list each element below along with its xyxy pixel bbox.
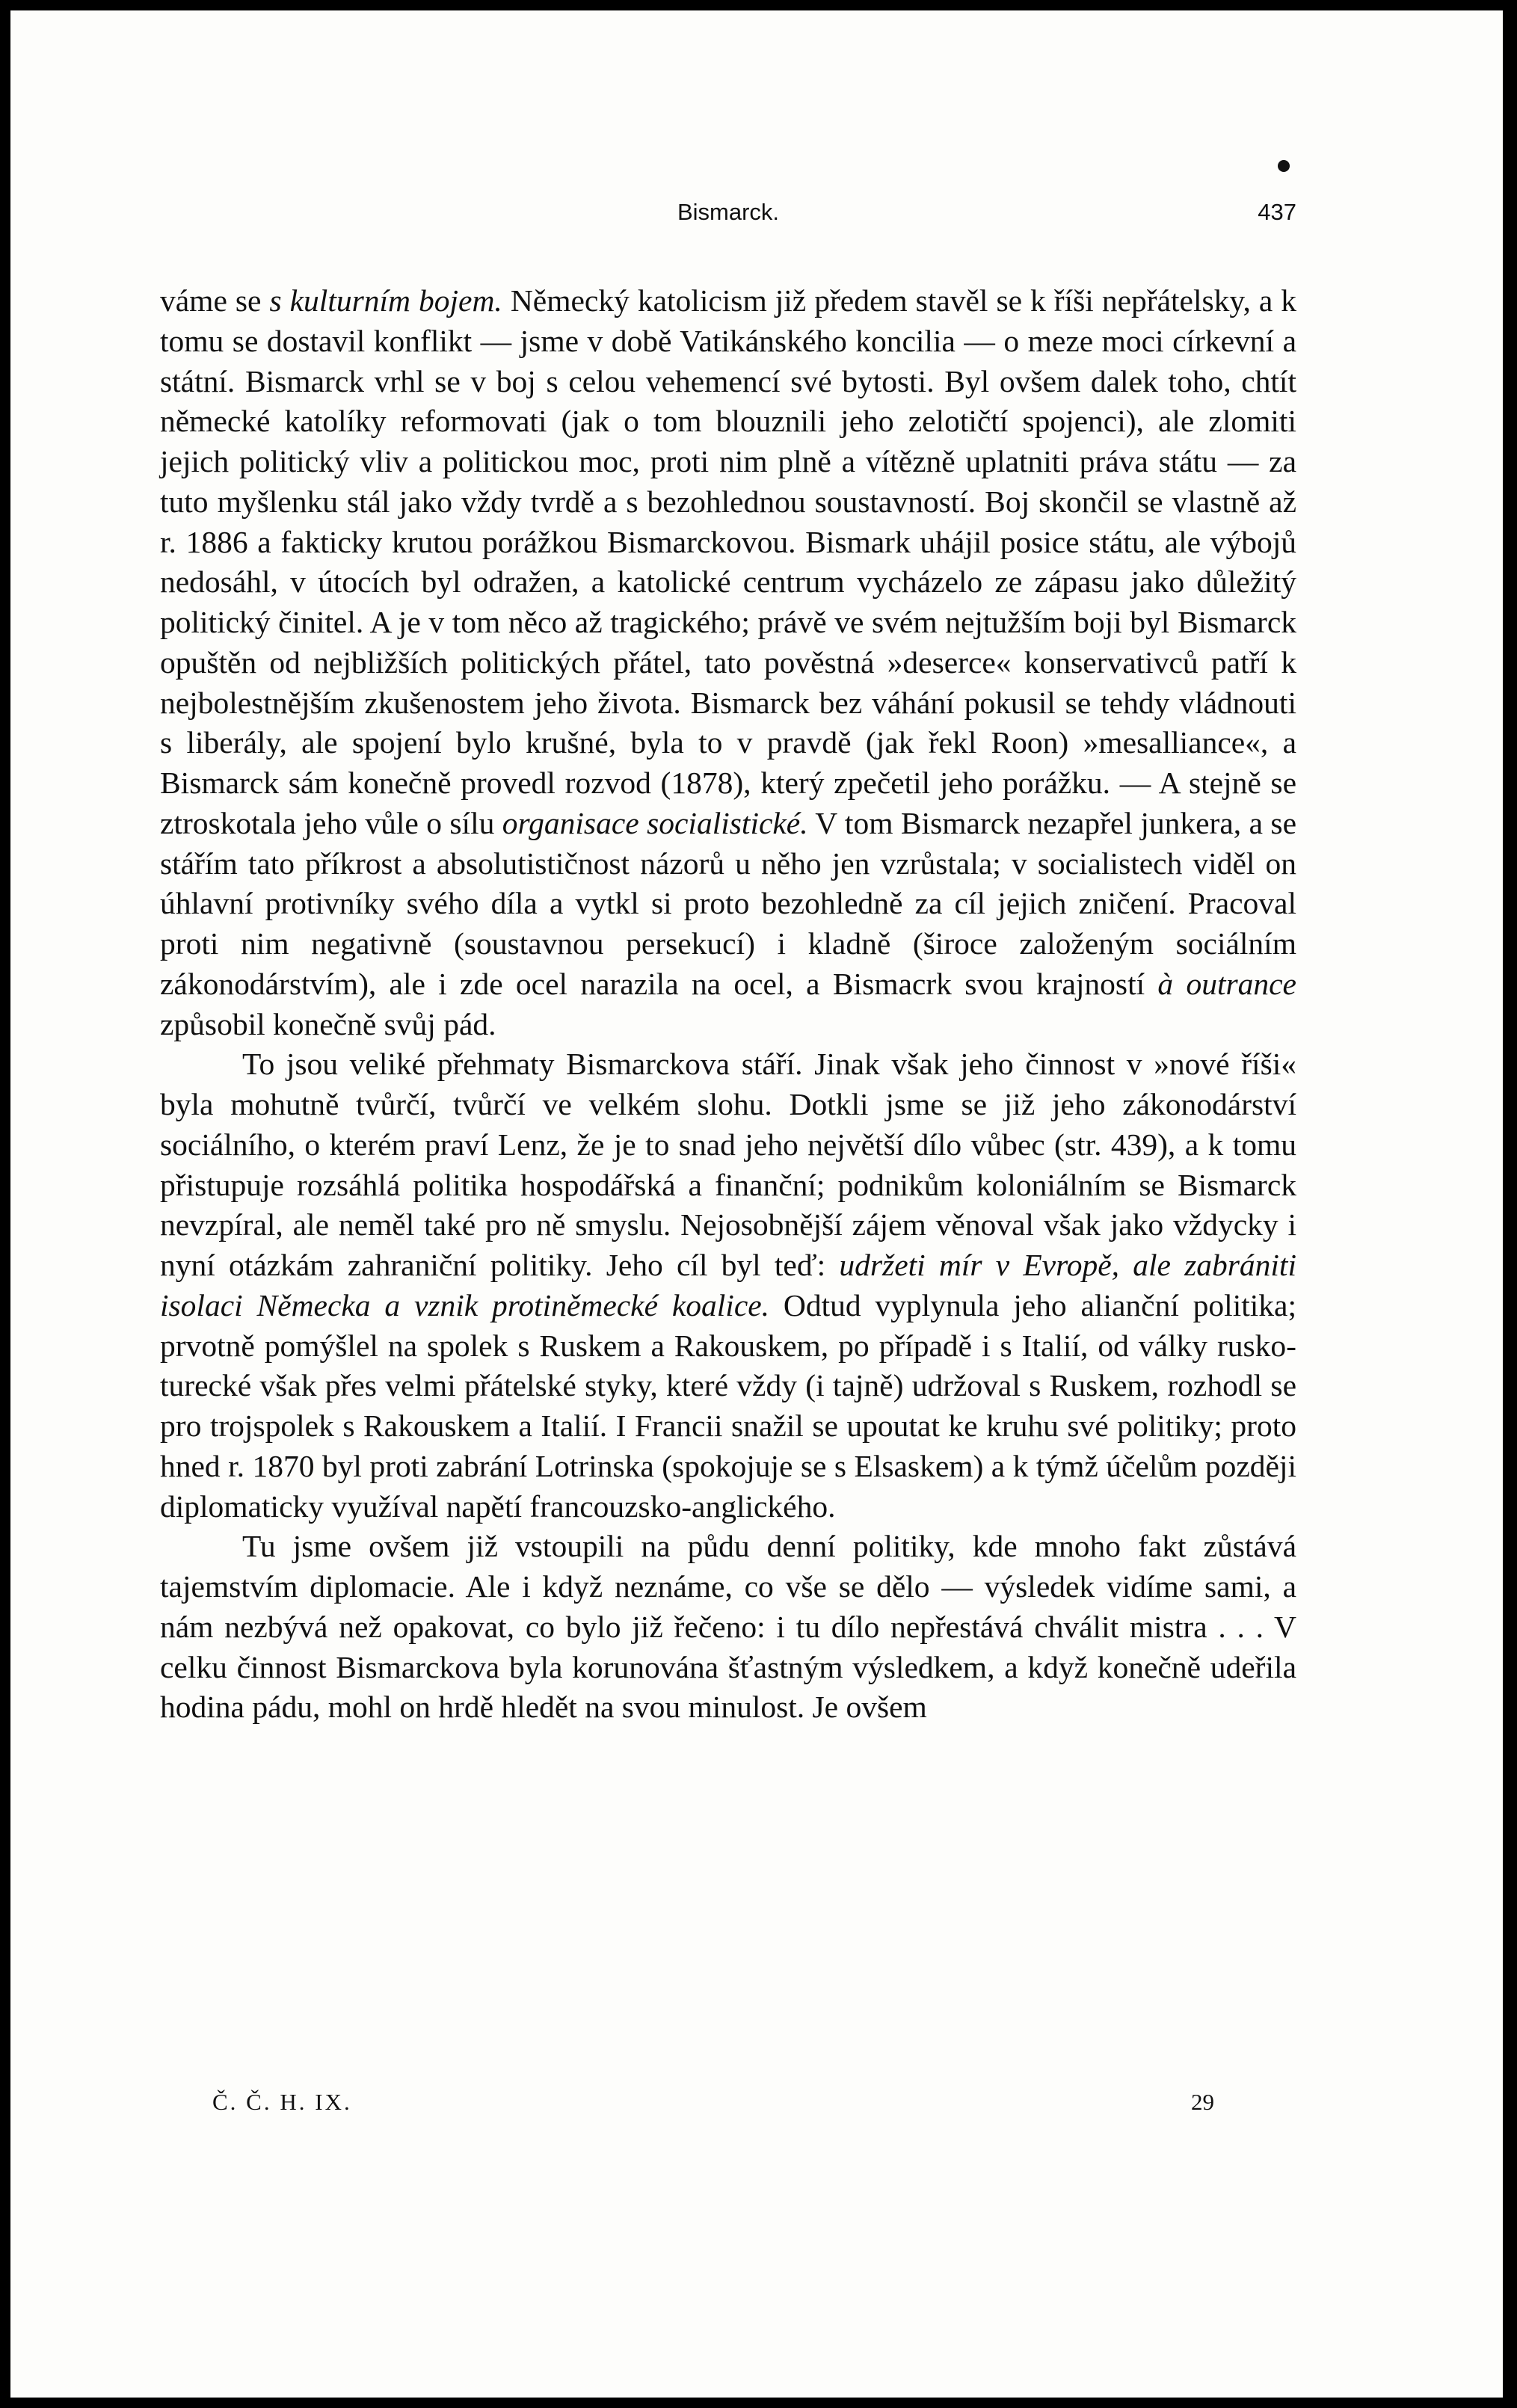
ink-dot xyxy=(1278,160,1290,172)
body-text xyxy=(160,281,1296,1728)
italic-run: s kulturním bojem. xyxy=(269,283,502,318)
text-run: způsobil konečně svůj pád. xyxy=(160,1006,496,1041)
printer-signature: Č. Č. H. IX. xyxy=(212,2089,352,2115)
italic-run: udržeti mír v Evropě, ale zabrániti isolaci Německa a vznik protiněmecké koalice. xyxy=(160,1248,1296,1322)
text-run: To jsou veliké přehmaty Bismarckova stáří. Jinak však jeho činnost v »nové říši« byla mohutně tvůrčí, tvůrčí ve velkém slohu. Dotkli jsme se již jeho zákonodárství sociálního, o kterém praví Lenz, že je to snad jeho největší dílo vůbec (str. 439), a k tomu přistupuje rozsáhlá politika hospodářská a finanční; podnikům koloniálním se Bismarck nevzpíral, ale neměl také pro ně smyslu. Nejosobnější zájem věnoval však jako vždycky i nyní otázkám zahraniční politiky. Jeho cíl byl teď: xyxy=(160,1047,1296,1282)
paragraph-3 xyxy=(160,1527,1296,1728)
page-footer xyxy=(212,2089,1214,2126)
italic-run: organisace socialistické. xyxy=(502,805,808,840)
header-title: Bismarck. xyxy=(677,199,780,225)
text-run: váme se xyxy=(160,283,270,318)
sheet-number: 29 xyxy=(1191,2089,1214,2115)
running-header xyxy=(160,199,1296,244)
paragraph-2 xyxy=(160,1044,1296,1527)
text-run: Německý katolicism již předem stavěl se k říši nepřátelsky, a k tomu se dostavil konflikt — jsme v době Vatikánského koncilia — o meze moci církevní a státní. Bismarck vrhl se v boj s celou vehemencí své bytosti. Byl ovšem dalek toho, chtít německé katolíky reformovati (jak o tom blouznili jeho zelotičtí spojenci), ale zlomiti jejich politický vliv a politickou moc, proti nim plně a vítězně uplatniti práva státu — za tuto myšlenku stál jako vždy tvrdě a s bezohlednou soustavností. Boj skončil se vlastně až r. 1886 a fakticky krutou porážkou Bismarckovou. Bismark uhájil posice státu, ale výbojů nedosáhl, v útocích byl odražen, a katolické centrum vycházelo ze zápasu jako důležitý politický činitel. A je v tom něco až tragického; právě ve svém nejtužším boji byl Bismarck opuštěn od nejbližších politických přátel, tato pověstná »deserce« konservativců patří k nejbolestnějším zkušenostem jeho života. Bismarck bez váhání pokusil se tehdy vládnouti s liberály, ale spojení bylo krušné, byla to v pravdě (jak řekl Roon) »mesalliance«, a Bismarck sám konečně provedl rozvod (1878), který zpečetil jeho porážku. — A stejně se ztroskotala jeho vůle o sílu xyxy=(160,283,1296,840)
page-number: 437 xyxy=(1258,199,1296,225)
text-run: V tom Bismarck nezapřel junkera, a se stářím tato příkrost a absolutističnost názorů u něho jen vzrůstala; v socialistech viděl on úhlavní protivníky svého díla a vytkl si proto bezohledně za cíl jejich zničení. Pracoval proti nim negativně (soustavnou persekucí) i kladně (široce založeným sociálním zákonodárstvím), ale i zde ocel narazila na ocel, a Bismacrk svou krajností xyxy=(160,805,1296,1001)
italic-run: à outrance xyxy=(1157,966,1296,1001)
paragraph-1 xyxy=(160,281,1296,1044)
book-page xyxy=(10,10,1503,2398)
text-run: Tu jsme ovšem již vstoupili na půdu denní politiky, kde mnoho fakt zůstává tajemstvím diplomacie. Ale i když neznáme, co vše se dělo — výsledek vidíme sami, a nám nezbývá než opakovat, co bylo již řečeno: i tu dílo nepřestává chválit mistra . . . V celku činnost Bismarckova byla korunována šťastným výsledkem, a když konečně udeřila hodina pádu, mohl on hrdě hledět na svou minulost. Je ovšem xyxy=(160,1529,1296,1725)
text-run: Odtud vyplynula jeho alianční politika; prvotně pomýšlel na spolek s Ruskem a Rakouskem, po případě i s Italií, od války rusko-turecké však přes velmi přátelské styky, které vždy (i tajně) udržoval s Ruskem, rozhodl se pro trojspolek s Rakouskem a Italií. I Francii snažil se upoutat ke kruhu své politiky; proto hned r. 1870 byl proti zabrání Lotrinska (spokojuje se s Elsaskem) a k týmž účelům později diplomaticky využíval napětí francouzsko-anglického. xyxy=(160,1287,1296,1524)
